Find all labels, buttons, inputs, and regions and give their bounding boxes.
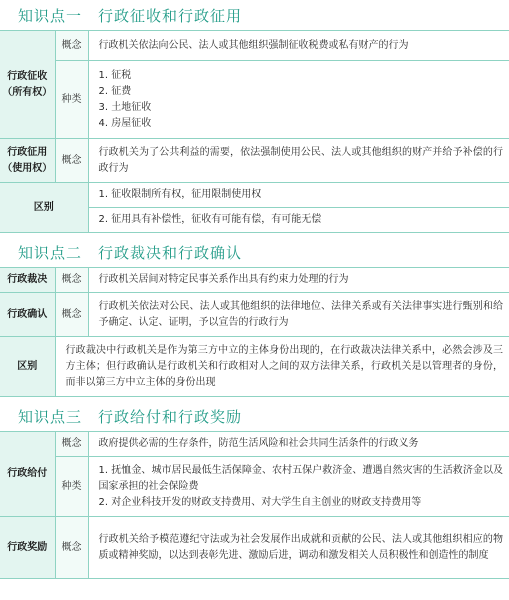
row-header-difference: 区别	[0, 337, 55, 397]
types-list	[88, 457, 509, 517]
table-section-3	[0, 431, 509, 579]
list-item: 1. 抚恤金、城市居民最低生活保障金、农村五保户救济金、遭遇自然灾害的生活救济金以及国家承担的社会保险费	[98, 464, 503, 492]
table-section-1	[0, 30, 509, 233]
concept-text: 行政机关依法对公民、法人或其他组织的法律地位、法律关系或有关法律事实进行甄别和给予确定、认定、证明，予以宣告的行政行为	[88, 293, 509, 337]
sub-header-concept: 概念	[55, 31, 88, 61]
concept-text: 行政机关为了公共利益的需要，依法强制使用公民、法人或其他组织的财产并给予补偿的行政行为	[88, 139, 509, 183]
sub-header-concept: 概念	[55, 517, 88, 579]
list-item: 4. 房屋征收	[98, 117, 152, 129]
section-heading: 行政裁决和行政确认	[98, 243, 243, 262]
list-item: 2. 对企业科技开发的财政支持费用、对大学生自主创业的财政支持费用等	[98, 496, 422, 508]
sub-header-concept: 概念	[55, 432, 88, 457]
list-item: 2. 征费	[98, 85, 132, 97]
difference-item: 2. 征用具有补偿性，征收有可能有偿，有可能无偿	[88, 208, 509, 233]
table-row	[0, 268, 509, 293]
table-row	[0, 517, 509, 579]
sub-header-types: 种类	[55, 61, 88, 139]
concept-text: 行政机关给予模范遵纪守法或为社会发展作出成就和贡献的公民、法人或其他组织相应的物质或精神奖励，以达到表彰先进、激励后进，调动和激发相关人员积极性和创造性的制度	[88, 517, 509, 579]
section-number: 知识点一	[18, 6, 83, 25]
types-list	[88, 61, 509, 139]
row-header-zhengshou: 行政征收 （所有权）	[0, 31, 55, 139]
row-header-jiangli: 行政奖励	[0, 517, 55, 579]
table-row	[0, 183, 509, 208]
table-row	[0, 457, 509, 517]
table-row	[0, 139, 509, 183]
section-number: 知识点三	[18, 407, 83, 426]
row-header-queren: 行政确认	[0, 293, 55, 337]
difference-item: 1. 征收限制所有权，征用限制使用权	[88, 183, 509, 208]
concept-text: 行政机关依法向公民、法人或其他组织强制征收税费或私有财产的行为	[88, 31, 509, 61]
row-header-caijue: 行政裁决	[0, 268, 55, 293]
concept-text: 政府提供必需的生存条件，防范生活风险和社会共同生活条件的行政义务	[88, 432, 509, 457]
row-header-zhengyong: 行政征用 （使用权）	[0, 139, 55, 183]
sub-header-concept: 概念	[55, 293, 88, 337]
row-header-difference: 区别	[0, 183, 88, 233]
section-heading: 行政征收和行政征用	[98, 6, 243, 25]
section-number: 知识点二	[18, 243, 83, 262]
table-row	[0, 31, 509, 61]
sub-header-concept: 概念	[55, 268, 88, 293]
difference-text: 行政裁决中行政机关是作为第三方中立的主体身份出现的，在行政裁决法律关系中，必然会涉及三方主体；但行政确认是行政机关和行政相对人之间的双方法律关系，行政机关是以管理者的身份，而非以第三方中立主体的身份出现	[55, 337, 509, 397]
list-item: 1. 征税	[98, 69, 132, 81]
row-header-geifu: 行政给付	[0, 432, 55, 517]
sub-header-concept: 概念	[55, 139, 88, 183]
section-title-2	[0, 237, 509, 267]
list-item: 3. 土地征收	[98, 101, 152, 113]
table-row	[0, 61, 509, 139]
section-title-3	[0, 401, 509, 431]
section-heading: 行政给付和行政奖励	[98, 407, 243, 426]
table-row	[0, 293, 509, 337]
sub-header-types: 种类	[55, 457, 88, 517]
table-section-2	[0, 267, 509, 397]
concept-text: 行政机关居间对特定民事关系作出具有约束力处理的行为	[88, 268, 509, 293]
section-title-1	[0, 0, 509, 30]
table-row	[0, 432, 509, 457]
table-row	[0, 337, 509, 397]
